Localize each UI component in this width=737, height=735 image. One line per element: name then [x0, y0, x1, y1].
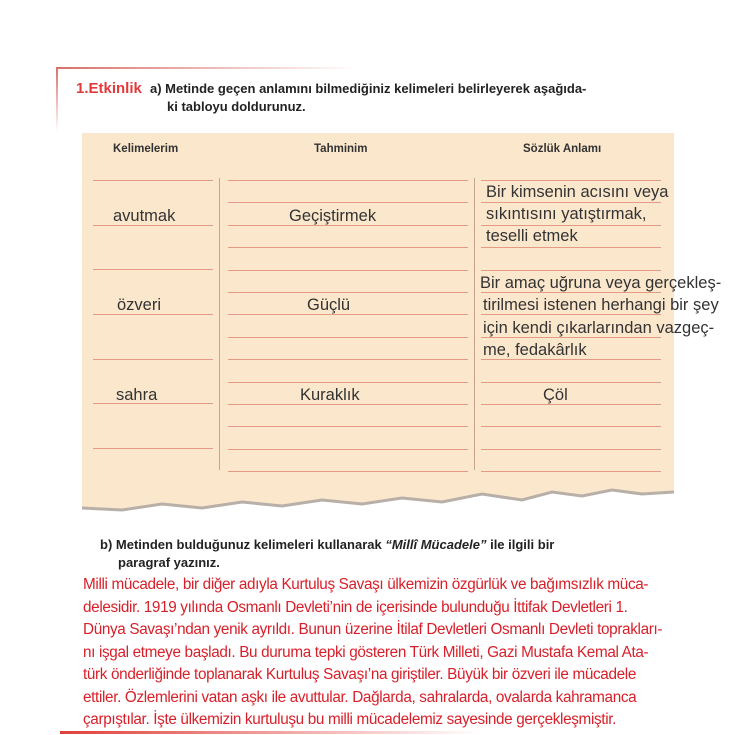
meaning-line: Bir amaç uğruna veya gerçekleş-	[480, 274, 722, 292]
meaning-line: sıkıntısını yatıştırmak,	[486, 205, 647, 223]
guess-cell: Güçlü	[307, 296, 351, 314]
part-b-suffix: ile ilgili bir	[486, 537, 555, 552]
part-b-quote: “Millî Mücadele”	[385, 537, 487, 552]
frame-top-border	[57, 67, 357, 69]
answer-line: delesidir. 1919 yılında Osmanlı Devleti’nin de içerisinde bulunduğu İttifak Devletleri 1.	[83, 599, 628, 616]
ruled-line	[481, 449, 661, 450]
meaning-line: me, fedakârlık	[483, 341, 587, 359]
ruled-line	[93, 359, 213, 360]
ruled-line	[481, 404, 661, 405]
word-cell: avutmak	[113, 207, 176, 225]
ruled-line	[481, 471, 661, 472]
ruled-line	[228, 180, 468, 181]
ruled-line	[228, 449, 468, 450]
header-kelimelerim: Kelimelerim	[113, 143, 179, 155]
ruled-line	[228, 359, 468, 360]
part-b-line-1	[100, 537, 554, 552]
torn-paper-edge	[82, 470, 674, 520]
ruled-line	[228, 270, 468, 271]
activity-title: 1.Etkinlik	[76, 80, 142, 97]
meaning-line: için kendi çıkarlarından vazgeç-	[483, 319, 715, 337]
meaning-line: tirilmesi istenen herhangi bir şey	[483, 296, 719, 314]
column-divider	[219, 178, 220, 470]
meaning-line: teselli etmek	[486, 227, 578, 245]
ruled-line	[228, 426, 468, 427]
ruled-line	[481, 382, 661, 383]
meaning-line: Bir kimsenin acısını veya	[486, 183, 669, 201]
answer-line: çarpıştılar. İşte ülkemizin kurtuluşu bu milli mücadelemiz sayesinde gerçekleşmiştir.	[83, 711, 617, 728]
guess-cell: Geçiştirmek	[289, 207, 377, 225]
ruled-line	[228, 382, 468, 383]
ruled-line	[481, 247, 661, 248]
ruled-line	[228, 471, 468, 472]
word-cell: özveri	[117, 296, 162, 314]
ruled-line	[481, 426, 661, 427]
header-tahminim: Tahminim	[314, 143, 368, 155]
part-a-line-1: a) Metinde geçen anlamını bilmediğiniz kelimeleri belirleyerek aşağıda-	[150, 81, 587, 96]
ruled-line	[481, 225, 661, 226]
bottom-border	[60, 731, 480, 734]
answer-line: türk önderliğinde toplanarak Kurtuluş Savaşı’na giriştiler. Büyük bir özveri ile mücadele	[83, 666, 636, 683]
meaning-line: Çöl	[543, 386, 568, 404]
frame-left-border	[56, 67, 58, 132]
ruled-line	[93, 448, 213, 449]
answer-line: ettiler. Özlemlerini vatan aşkı ile avuttular. Dağlarda, sahralarda, ovalarda kahramanca	[83, 689, 637, 706]
ruled-line	[93, 180, 213, 181]
ruled-line	[93, 269, 213, 270]
answer-line: nı işgal etmeye başladı. Bu duruma tepki gösteren Türk Milleti, Gazi Mustafa Kemal Ata-	[83, 644, 649, 661]
part-a-line-2: ki tabloyu doldurunuz.	[167, 99, 306, 114]
answer-line: Milli mücadele, bir diğer adıyla Kurtuluş Savaşı ülkemizin özgürlük ve bağımsızlık müca-	[83, 576, 649, 593]
ruled-line	[228, 292, 468, 293]
part-b-line-2: paragraf yazınız.	[118, 555, 220, 570]
ruled-line	[228, 202, 468, 203]
ruled-line	[481, 202, 661, 203]
ruled-line	[481, 180, 661, 181]
answer-line: Dünya Savaşı’ndan yenik ayrıldı. Bunun üzerine İtilaf Devletleri Osmanlı Devleti toprakları-	[83, 621, 663, 638]
part-b-prefix: b) Metinden bulduğunuz kelimeleri kullanarak	[100, 537, 386, 552]
ruled-line	[481, 270, 661, 271]
ruled-line	[228, 337, 468, 338]
header-sozluk-anlami: Sözlük Anlamı	[523, 143, 602, 155]
guess-cell: Kuraklık	[300, 386, 360, 404]
ruled-line	[228, 247, 468, 248]
column-divider	[474, 178, 475, 470]
word-cell: sahra	[116, 386, 158, 404]
